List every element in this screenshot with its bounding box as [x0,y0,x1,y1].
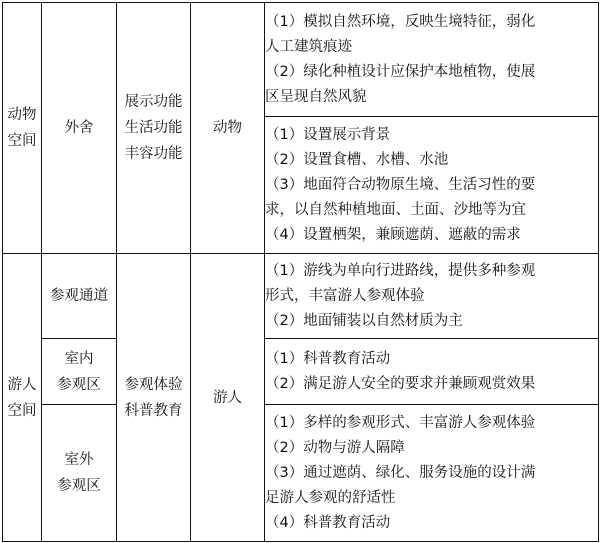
requirement-line: （2）设置食槽、水槽、水池 [265,151,449,168]
zone-cell-viewing-path [42,254,117,339]
requirement-cell [265,3,599,117]
requirement-line: （1）科普教育活动 [265,350,391,367]
visitor-row-indoor-area [3,339,599,405]
function-label-line: 科普教育 [124,402,183,419]
function-label-line: 参观体验 [124,376,183,393]
visitor-row-outdoor-area [3,405,599,542]
space-cell-animal [3,3,42,254]
zone-cell-outdoor-area [42,405,117,542]
space-label-line: 游人 [7,376,37,393]
requirement-line: （1）模拟自然环境，反映生境特征，弱化 [265,13,536,30]
requirement-cell [265,254,599,339]
subject-label: 游人 [213,389,242,406]
zone-label-line: 参观区 [57,376,101,393]
function-label-line: 展示功能 [124,94,183,110]
space-label-line: 动物 [7,107,37,123]
function-label-line: 丰容功能 [124,146,183,162]
requirement-line: （2）绿化种植设计应保护本地植物，使展 [265,63,536,80]
requirement-line: （1）游线为单向行进路线，提供多种参观 [265,262,536,279]
requirement-cell [265,405,599,542]
function-cell-visitor [117,254,191,542]
requirement-line: 人工建筑痕迹 [265,38,352,55]
requirement-line: （2）动物与游人隔障 [265,439,405,456]
requirement-line: （3）通过遮荫、绿化、服务设施的设计满 [265,464,536,481]
space-cell-visitor [3,254,42,542]
function-cell-animal [117,3,191,254]
subject-cell-visitor [191,254,265,542]
zone-label-line: 室外 [64,452,94,468]
requirement-line: （1）多样的参观形式、丰富游人参观体验 [265,414,536,431]
zone-cell-indoor-area [42,339,117,405]
requirement-line: （4）设置栖架，兼顾遮荫、遮蔽的需求 [265,226,521,243]
requirement-line: （4）科普教育活动 [265,514,391,531]
space-label-line: 空间 [7,402,37,419]
requirement-line: （3）地面符合动物原生境、生活习性的要 [265,176,536,193]
requirement-line: （2）地面铺装以自然材质为主 [265,312,463,329]
zone-label-line: 参观通道 [50,288,108,304]
space-label-line: 空间 [7,133,37,149]
zone-cell-outdoor-enclosure [42,3,117,254]
subject-label: 动物 [213,120,242,136]
visitor-row-viewing-path [3,254,599,339]
zone-label-line: 室内 [64,350,94,367]
requirement-line: （2）满足游人安全的要求并兼顾观赏效果 [265,375,536,392]
zoo-space-design-table [2,2,599,542]
requirement-line: 区呈现自然风貌 [265,88,367,105]
requirement-line: 足游人参观的舒适性 [265,489,396,506]
requirement-line: （1）设置展示背景 [265,126,391,143]
subject-cell-animal [191,3,265,254]
requirement-line: 形式，丰富游人参观体验 [265,287,425,304]
zone-label-line: 外舍 [64,120,94,136]
zone-label-line: 参观区 [57,478,101,494]
animal-row-environment [3,3,599,117]
requirement-cell [265,117,599,254]
function-label-line: 生活功能 [124,120,183,136]
requirement-cell [265,339,599,405]
requirement-line: 求，以自然种植地面、土面、沙地等为宜 [265,201,526,218]
